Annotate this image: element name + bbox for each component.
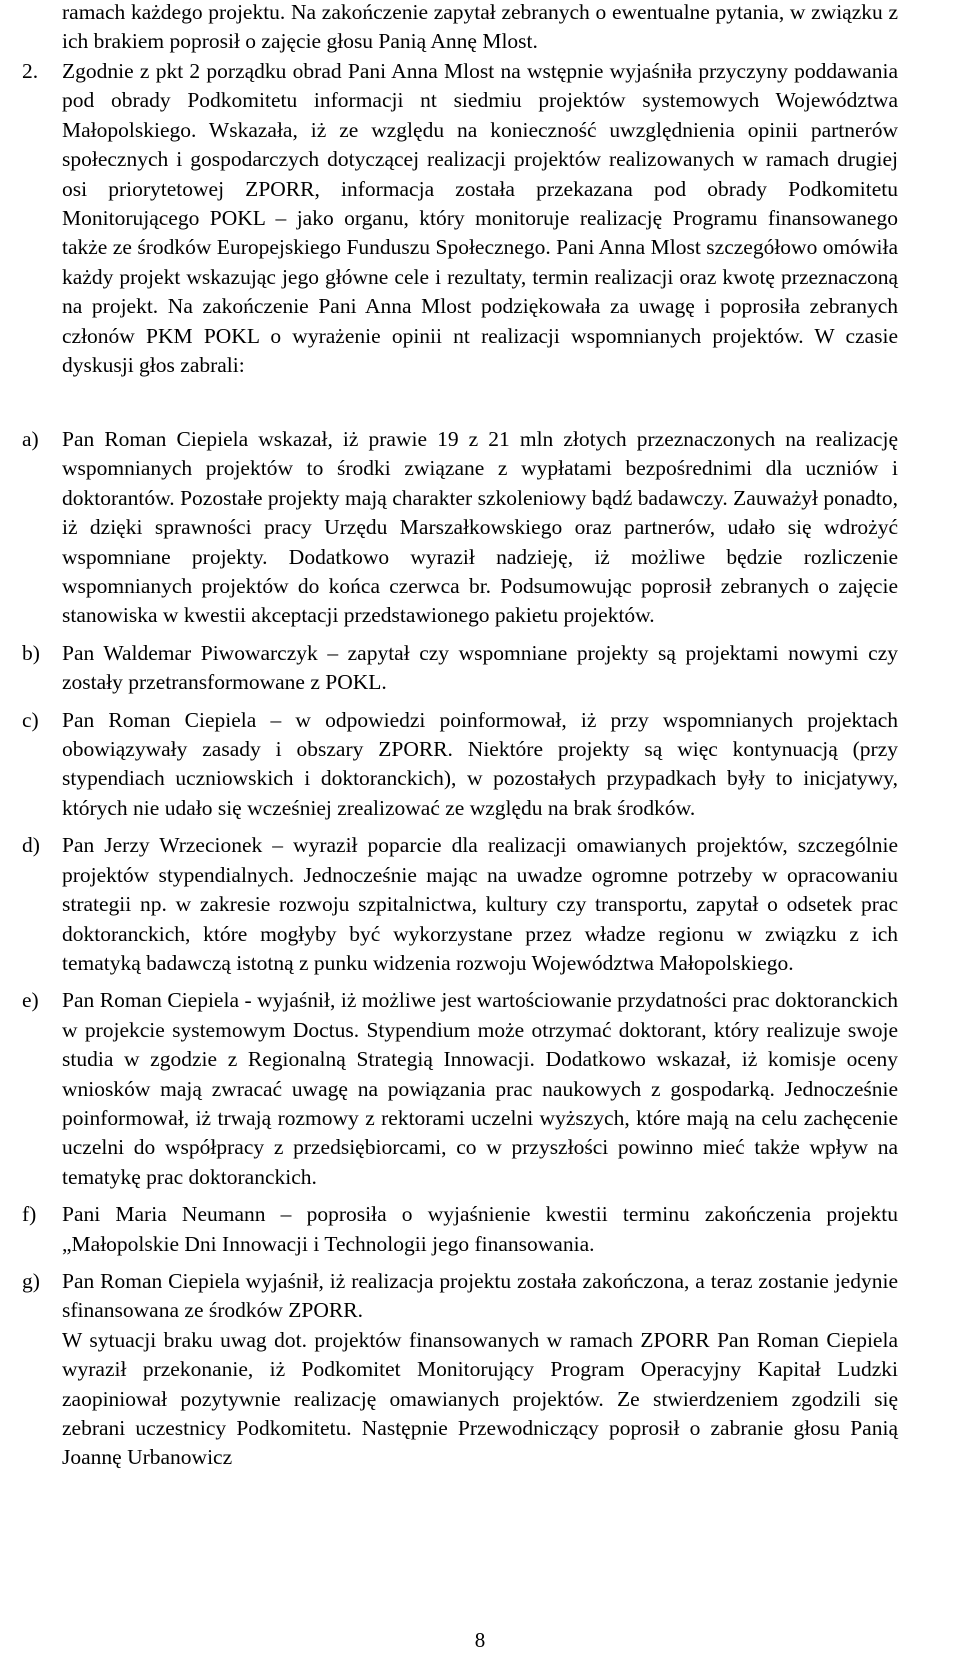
section-2 — [22, 57, 898, 380]
list-item-text: Pani Maria Neumann – poprosiła o wyjaśnienie kwestii terminu zakończenia projektu „Małopolskie Dni Innowacji i Technologii jego finansowania. — [62, 1202, 898, 1256]
list-item-text: Pan Roman Ciepiela – w odpowiedzi poinformował, iż przy wspomnianych projektach obowiązywały zasady i obszary ZPORR. Niektóre projekty są więc kontynuacją (przy stypendiach uczniowskich i doktoranckich), w pozostałych przypadkach były to inicjatywy, których nie udało się wcześniej zrealizować ze względu na brak środków. — [62, 707, 898, 820]
list-item-text: Pan Roman Ciepiela wskazał, iż prawie 19 z 21 mln złotych przeznaczonych na realizację wspomnianych projektów to środki związane z wypłatami bezpośrednimi dla uczniów i doktorantów. Pozostałe projekty mają charakter szkoleniowy bądź badawczy. Zauważył ponadto, iż dzięki sprawności pracy Urzędu Marszałkowskiego oraz partnerów, udało się wdrożyć wspomniane projekty. Dodatkowo wyraził nadzieję, iż możliwe będzie rozliczenie wspomnianych projektów do końca czerwca br. Podsumowując poprosił zebranych o zajęcie stanowiska w kwestii akceptacji przedstawionego pakietu projektów. — [62, 427, 898, 628]
list-item-b — [22, 639, 898, 698]
discussion-list — [22, 425, 898, 1473]
list-item-a — [22, 425, 898, 631]
list-item-text: Pan Waldemar Piwowarczyk – zapytał czy wspomniane projekty są projektami nowymi czy zostały przetransformowane z POKL. — [62, 640, 898, 695]
list-item-label: f) — [22, 1202, 37, 1227]
list-item-e — [22, 986, 898, 1192]
list-item-label: c) — [22, 707, 39, 732]
list-item-text: Pan Roman Ciepiela wyjaśnił, iż realizacja projektu została zakończona, a teraz zostanie jedynie sfinansowana ze środków ZPORR. — [62, 1268, 898, 1323]
list-item-label: e) — [22, 988, 39, 1013]
list-item-label: g) — [22, 1268, 40, 1293]
closing-paragraph: W sytuacji braku uwag dot. projektów finansowanych w ramach ZPORR Pan Roman Ciepiela wyraził przekonanie, iż Podkomitet Monitorujący Program Operacyjny Kapitał Ludzki zaopiniował pozytywnie realizację omawianych projektów. Ze stwierdzeniem zgodzili się zebrani uczestnicy Podkomitetu. Następnie Przewodniczący poprosił o zabranie głosu Panią Joannę Urbanowicz — [62, 1327, 898, 1470]
list-item-label: a) — [22, 427, 39, 451]
list-item-d — [22, 831, 898, 978]
list-item-text: Pan Roman Ciepiela - wyjaśnił, iż możliwe jest wartościowanie przydatności prac doktoranckich w projekcie systemowym Doctus. Stypendium może otrzymać doktorant, który realizuje swoje studia w zgodzie z Regionalną Strategią Innowacji. Dodatkowo wskazał, iż komisje oceny wniosków mają zwracać uwagę na powiązania prac naukowych z gospodarką. Jednocześnie poinformował, iż trwają rozmowy z rektorami uczelni wyższych, które mają na celu zachęcenie uczelni do współpracy z przedsiębiorcami, co w przyszłości powinno mieć także wpływ na tematykę prac doktoranckich. — [62, 988, 898, 1189]
section-number: 2. — [22, 59, 39, 83]
list-item-f — [22, 1200, 898, 1259]
list-item-g — [22, 1267, 898, 1326]
list-item-text: Pan Jerzy Wrzecionek – wyraził poparcie dla realizacji omawianych projektów, szczególnie projektów stypendialnych. Jednocześnie mając na uwadze ogromne potrzeby w opracowaniu strategii np. w zakresie rozwoju szpitalnictwa, kultury czy transportu, zapytał o odsetek prac doktoranckich, które mogłyby być wykorzystane przez władze regionu w związku z ich tematyką badawczą istotną z punku widzenia rozwoju Województwa Małopolskiego. — [62, 833, 898, 975]
list-item-label: b) — [22, 640, 40, 665]
continuation-paragraph: ramach każdego projektu. Na zakończenie zapytał zebranych o ewentualne pytania, w związku z ich brakiem poprosił o zajęcie głosu Panią Annę Mlost. — [62, 0, 898, 54]
list-item-c — [22, 706, 898, 824]
page-number: 8 — [474, 1628, 486, 1652]
section-2-paragraph: Zgodnie z pkt 2 porządku obrad Pani Anna Mlost na wstępnie wyjaśniła przyczyny poddawania pod obrady Podkomitetu informacji nt siedmiu projektów systemowych Województwa Małopolskiego. Wskazała, iż ze względu na konieczność uwzględnienia opinii partnerów społecznych i gospodarczych dotyczącej realizacji projektów realizowanych w ramach drugiej osi priorytetowej ZPORR, informacja została przekazana pod obrady Podkomitetu Monitorującego POKL – jako organu, który monitoruje realizację Programu finansowanego także ze środków Europejskiego Funduszu Społecznego. Pani Anna Mlost szczegółowo omówiła każdy projekt wskazując jego główne cele i rezultaty, termin realizacji oraz kwotę przeznaczoną na projekt. Na zakończenie Pani Anna Mlost podziękowała za uwagę i poprosiła zebranych członów PKM POKL o wyrażenie opinii nt realizacji wspomnianych projektów. W czasie dyskusji głos zabrali: — [62, 59, 898, 378]
list-item-label: d) — [22, 833, 40, 858]
